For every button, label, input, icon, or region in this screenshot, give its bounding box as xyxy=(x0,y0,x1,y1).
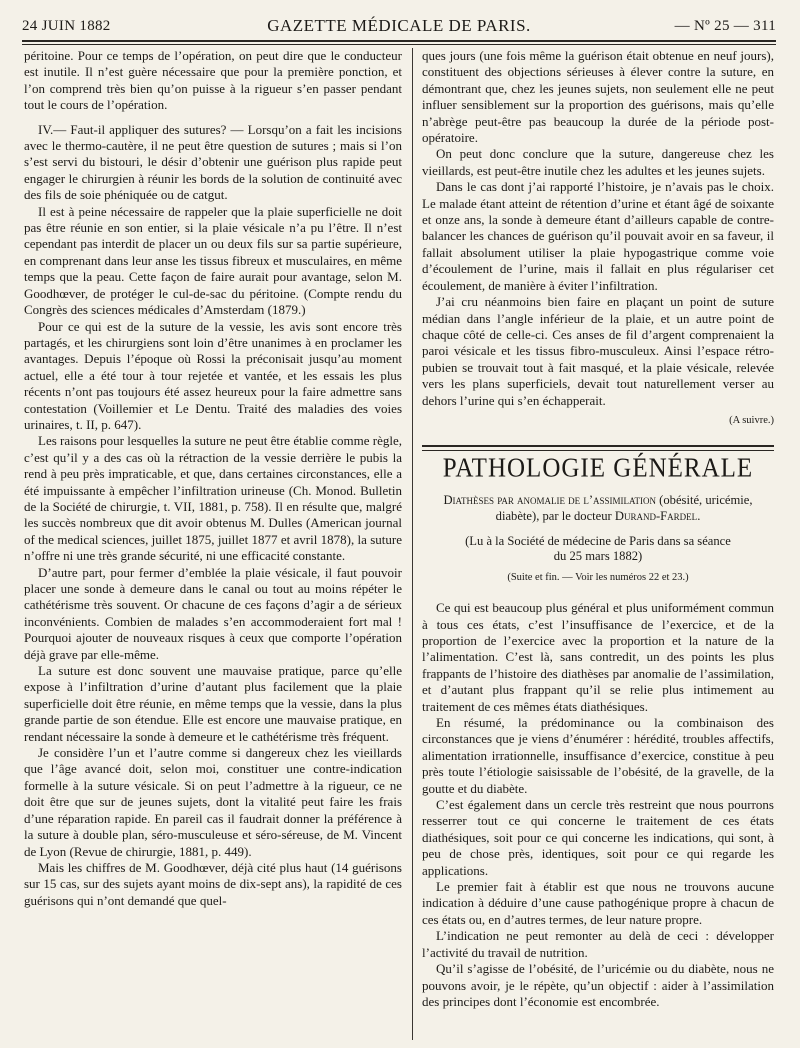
paragraph: Pour ce qui est de la suture de la vessie, les avis sont encore très partagés, et les chirurgiens sont loin d’être unanimes à en proclamer les avantages. Depuis l’époque où Rossi la préconisait jusqu’au moment actuel, elle a été tour à tour rejetée et vantée, et les essais les plus récents n’ont pas toujours été assez heureux pour la faire admettre sans contestation (Voillemier et Le Dentu. Traité des maladies des voies urinaires, t. II, p. 647). xyxy=(24,318,402,432)
paragraph: ques jours (une fois même la guérison était obtenue en neuf jours), constituent des objections sérieuses à élever contre la suture, en démontrant que, chez les jeunes sujets, non seulement elle ne peut influer sensiblement sur la proportion des guérisons, mais qu’elle n’abrège peut-être pas beaucoup la durée de la période post-opératoire. xyxy=(422,48,774,146)
page-number: — Nº 25 — 311 xyxy=(674,18,776,34)
reading-note-line: (Lu à la Société de médecine de Paris dans sa séance xyxy=(465,533,731,548)
section-rule xyxy=(422,445,774,447)
paragraph: Ce qui est beaucoup plus général et plus uniformément commun à tous ces états, c’est l’insuffisance de l’exercice, et de la proportion de l’exercice avec la proportion et la nature de la l’alimentation. C’est là, sans contredit, un des points les plus frappants de l’histoire des diathèses par anomalie de l’assimilation, et d’autant plus frappant qu’il se relie plus intimement au traitement de ces mêmes états diathésiques. xyxy=(422,600,774,714)
paragraph: Les raisons pour lesquelles la suture ne peut être établie comme règle, c’est qu’il y a des cas où la rétraction de la vessie derrière le pubis la rend à peu près impraticable, et que, dans certaines circonstances, elle a été impuissante à empêcher l’infiltration urineuse (Ch. Monod. Bulletin de la Société de chirurgie, t. VII, 1881, p. 758). Il en résulte que, malgré les succès nombreux que dit avoir obtenus M. Dulles (American journal of the medical sciences, juillet 1875, juillet 1877 et avril 1878), la suture n’offre ni une très grande sécurité, ni une efficacité constante. xyxy=(24,433,402,564)
paragraph: C’est également dans un cercle très restreint que nous pourrons resserrer tout ce qui concerne le traitement de ces états diathésiques, soit pour ce qui concerne les indications, qui sont, à peu de chose près, identiques, soit pour ce qui regarde les applications. xyxy=(422,797,774,878)
section-title: PATHOLOGIE GÉNÉRALE xyxy=(442,453,754,484)
paragraph: En résumé, la prédominance ou la combinaison des circonstances que je viens d’énumérer : hérédité, troubles affectifs, alimentation irrationnelle, insuffisance d’exercice, constitue à peu près toute l’étiologie saisissable de l’obésité, de la gravelle, de la goutte et du diabète. xyxy=(422,715,774,796)
article-title xyxy=(422,492,774,524)
paragraph: J’ai cru néanmoins bien faire en plaçant un point de suture médian dans l’angle inférieur de la plaie, et un autre point de chaque côté de celle-ci. Ces anses de fil d’argent comprenaient la paroi vésicale et les tissus fibro-musculeux. Ainsi l’espace rétro-pubien se trouvait tout à fait masqué, et la plaie vésicale, relevée vers les plans superficiels, devait tout naturellement verser au dehors l’urine qui s’en échapperait. xyxy=(422,294,774,408)
paragraph: péritoine. Pour ce temps de l’opération, on peut dire que le conducteur est inutile. Il n’est guère nécessaire que pour la première ponction, et l’on comprend très bien qu’on puisse à la rigueur s’en passer pendant tout le cours de l’opération. xyxy=(24,48,402,113)
paragraph: Je considère l’un et l’autre comme si dangereux chez les vieillards que l’âge avancé doit, selon moi, constituer une contre-indication formelle à la suture vésicale. Si on peut l’admettre à la rigueur, ce ne doit être que sur de jeunes sujets, dont la vitalité peut faire les frais d’une réparation rapide. En pareil cas il faudrait donner la préférence à la suture à double plan, séro-musculeuse et séro-séreuse, de M. Vincent de Lyon (Revue de chirurgie, 1881, p. 449). xyxy=(24,745,402,859)
article-title-subtitle: (obésité, uricémie, diabète), par le docteur xyxy=(495,492,753,523)
paragraph: D’autre part, pour fermer d’emblée la plaie vésicale, il faut pouvoir placer une sonde à demeure dans le canal ou tout au moins répéter le cathétérisme très souvent. Or chacune de ces façons d’agir a de sérieux inconvénients. Combien de malades s’en accommoderaient fort mal ! Pourquoi ajouter de nouveaux risques à ceux que comporte l’opération déjà grave par elle-même. xyxy=(24,564,402,662)
journal-title: GAZETTE MÉDICALE DE PARIS. xyxy=(267,16,531,35)
article-author: Durand-Fardel xyxy=(614,508,698,523)
article-title-end: . xyxy=(697,508,701,523)
header-rule-thin xyxy=(22,44,776,45)
reading-note-line: du 25 mars 1882) xyxy=(553,548,643,563)
paragraph: La suture est donc souvent une mauvaise pratique, parce qu’elle expose à l’infiltration d’urine d’autant plus facilement que la plaie superficielle doit être réunie, en même temps que la vessie, dans la plus grande partie de son étendue. Elle est encore une mauvaise pratique, en rendant nécessaire la sonde à demeure et le cathétérisme très fréquent. xyxy=(24,663,402,744)
column-divider xyxy=(412,48,413,1040)
header-rule xyxy=(22,40,776,42)
paragraph: Mais les chiffres de M. Goodhœver, déjà cité plus haut (14 guérisons sur 15 cas, sur des sujets ayant moins de dix-sept ans), la rapidité de ces guérisons qui n’ont demandé que quel- xyxy=(24,859,402,908)
left-column xyxy=(24,48,402,909)
issue-date: 24 JUIN 1882 xyxy=(22,18,111,34)
to-be-continued: (A suivre.) xyxy=(729,414,774,426)
article-title-main: Diathèses par anomalie de l’assimilation xyxy=(443,492,657,507)
paragraph: Il est à peine nécessaire de rappeler que la plaie superficielle ne doit pas être réunie en son entier, si la plaie vésicale n’a pu l’être. Il n’est cependant pas interdit de placer un ou deux fils sur sa partie supérieure, en comprenant dans leur anse les tissus fibreux et musculaires, en même temps que la peau. Cette façon de faire aurait pour avantage, selon M. Goodhœver, de protéger le cul-de-sac du péritoine. (Compte rendu du Congrès des sciences médicales d’Amsterdam (1879.) xyxy=(24,203,402,318)
paragraph: On peut donc conclure que la suture, dangereuse chez les vieillards, est peut-être inutile chez les adultes et les jeunes sujets. xyxy=(422,146,774,178)
paragraph: Le premier fait à établir est que nous ne trouvons aucune indication à déduire d’une cause pathogénique propre à chacun de ces états ou, en d’autres termes, de leur nature propre. xyxy=(422,879,774,927)
paragraph: L’indication ne peut remonter au delà de ceci : développer l’activité du travail de nutrition. xyxy=(422,928,774,960)
paragraph: IV.— Faut-il appliquer des sutures? — Lorsqu’on a fait les incisions avec le thermo-cautère, il ne peut être question de sutures ; mais si l’on s’est servi du bistouri, le désir d’obtenir une guérison plus rapide peut engager le chirurgien à réunir les bords de la solution de continuité avec des fils de soie phéniquée ou de catgut. xyxy=(24,121,402,203)
reading-note xyxy=(422,534,774,564)
page-header xyxy=(22,14,776,38)
right-column xyxy=(422,48,774,1010)
continuation-note: (Suite et fin. — Voir les numéros 22 et 23.) xyxy=(507,571,689,583)
paragraph: Dans le cas dont j’ai rapporté l’histoire, je n’avais pas le choix. Le malade étant atteint de rétention d’urine et étant âgé de soixante et onze ans, la sonde à demeure étant d’ailleurs capable de contre-balancer les chances de guérison qu’il pouvait avoir en sa faveur, il fallait absolument utiliser la plaie hypogastrique comme voie d’écoulement de l’urine, mais il fallait en plus régulariser cet écoulement, de manière à éviter l’infiltration. xyxy=(422,179,774,293)
section-rule-thin xyxy=(422,450,774,451)
paragraph: Qu’il s’agisse de l’obésité, de l’uricémie ou du diabète, nous ne pouvons avoir, je le répète, qu’un objectif : aider à l’assimilation des principes dont l’économie est encombrée. xyxy=(422,961,774,1009)
